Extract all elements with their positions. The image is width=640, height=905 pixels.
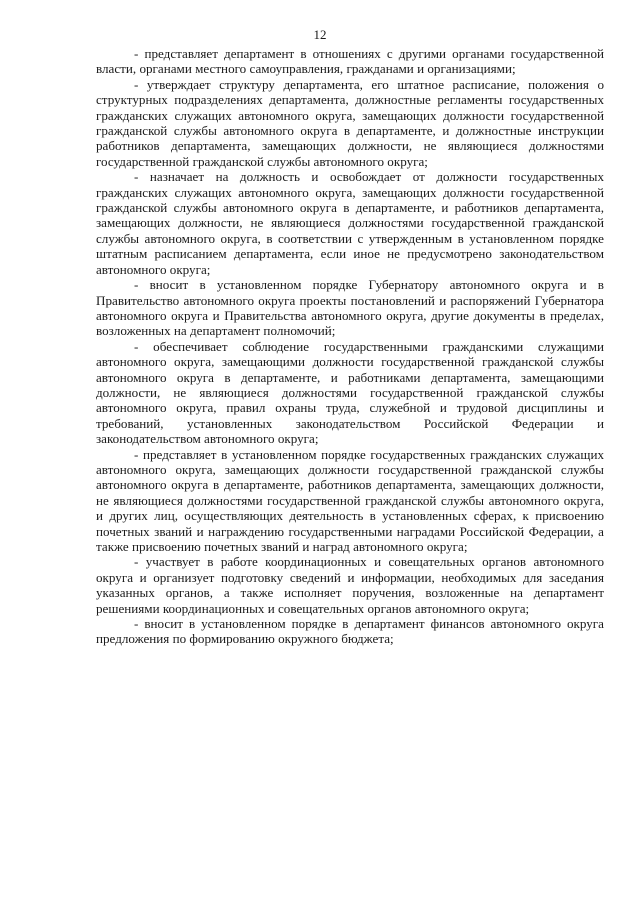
paragraph: - вносит в установленном порядке в департамент финансов автономного округа предложения по формированию окружного бюджета; [96, 616, 604, 647]
paragraph: - обеспечивает соблюдение государственными гражданскими служащими автономного округа, замещающими должности государственной гражданской службы автономного округа в департаменте, и работниками департамента, замещающими должности, не являющиеся должностями государственной гражданской службы автономного округа, правил охраны труда, служебной и трудовой дисциплины и требований, установленных законодательством Российской Федерации и законодательством автономного округа; [96, 338, 604, 447]
paragraph: - представляет в установленном порядке государственных гражданских служащих автономного округа, замещающих должности государственной гражданской службы автономного округа в департаменте, работников департамента, замещающих должности, не являющиеся должностями государственной гражданской службы автономного округа, и других лиц, осуществляющих деятельность в установленных сферах, к присвоению почетных званий и награждению государственными наградами Российской Федерации, а также присвоению почетных званий и наград автономного округа; [96, 446, 604, 554]
document-body [96, 46, 604, 647]
paragraph: - представляет департамент в отношениях с другими органами государственной власти, органами местного самоуправления, гражданами и организациями; [96, 46, 604, 77]
paragraph: - назначает на должность и освобождает от должности государственных гражданских служащих автономного округа, замещающих должности государственной гражданской службы автономного округа в департаменте, и работников департамента, замещающих должности, не являющиеся должностями государственной гражданской службы автономного округа, в соответствии с утвержденным в установленном порядке штатным расписанием департамента, если иное не предусмотрено законодательством автономного округа; [96, 169, 604, 277]
paragraph: - утверждает структуру департамента, его штатное расписание, положения о структурных подразделениях департамента, должностные регламенты государственных гражданских служащих автономного округа, замещающих должности государственной гражданской службы автономного округа в департаменте, и должностные инструкции работников департамента, замещающих должности, не являющиеся должностями государственной гражданской службы автономного округа; [96, 76, 604, 169]
paragraph: - вносит в установленном порядке Губернатору автономного округа и в Правительство автономного округа проекты постановлений и распоряжений Губернатора автономного округа и Правительства автономного округа, другие документы в пределах, возложенных на департамент полномочий; [96, 277, 604, 339]
paragraph: - участвует в работе координационных и совещательных органов автономного округа и организует подготовку сведений и информации, необходимых для заседания указанных органов, а также исполняет поручения, возложенные на департамент решениями координационных и совещательных органов автономного округа; [96, 554, 604, 616]
page-number: 12 [313, 27, 327, 42]
